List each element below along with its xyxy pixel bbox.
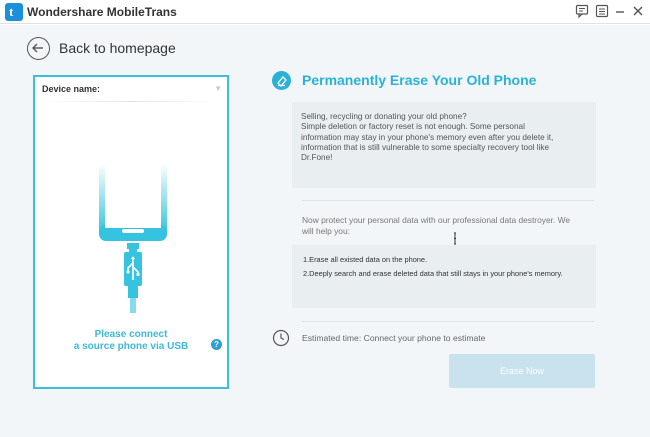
app-title: Wondershare MobileTrans bbox=[27, 5, 177, 19]
connect-message bbox=[35, 329, 227, 353]
info-text bbox=[301, 112, 589, 163]
feature-list bbox=[292, 245, 596, 308]
help-icon[interactable]: ? bbox=[211, 339, 222, 350]
list-item: 2.Deeply search and erase deleted data that still stays in your phone's memory. bbox=[303, 269, 563, 278]
mouse-cursor-icon bbox=[453, 232, 463, 246]
estimated-time: Estimated time: Connect your phone to estimate bbox=[302, 333, 486, 343]
app-logo-icon bbox=[5, 3, 23, 21]
app-logo-letter: t bbox=[9, 4, 14, 19]
device-name-divider bbox=[42, 101, 220, 102]
device-name-label: Device name: bbox=[42, 84, 101, 94]
connect-line-1: Please connect bbox=[94, 329, 168, 340]
divider bbox=[302, 321, 594, 322]
list-item: 1.Erase all existed data on the phone. bbox=[303, 255, 428, 264]
info-box bbox=[292, 102, 596, 188]
phone-usb-icon bbox=[99, 163, 167, 313]
title-bar bbox=[0, 0, 650, 24]
protect-line-2: will help you: bbox=[302, 226, 350, 236]
device-panel bbox=[33, 75, 229, 389]
protect-line-1: Now protect your personal data with our professional data destroyer. We bbox=[302, 215, 570, 225]
info-line: Selling, recycling or donating your old phone? bbox=[301, 112, 467, 121]
divider bbox=[302, 200, 594, 201]
erase-now-button[interactable]: Erase Now bbox=[449, 354, 595, 388]
clock-icon bbox=[272, 329, 290, 347]
info-line: Dr.Fone! bbox=[301, 153, 333, 163]
info-line: information that is still vulnerable to some specialty recovery tool like bbox=[301, 142, 550, 152]
close-icon[interactable] bbox=[631, 4, 645, 18]
minimize-icon[interactable] bbox=[613, 4, 627, 18]
erase-title: Permanently Erase Your Old Phone bbox=[302, 72, 537, 88]
info-line: Simple deletion or factory reset is not enough. Some personal bbox=[301, 122, 525, 132]
info-line: information may stay in your phone's memory even after you delete it, bbox=[301, 132, 554, 142]
menu-icon[interactable] bbox=[595, 4, 609, 18]
device-dropdown-arrow-icon[interactable]: ▼ bbox=[214, 84, 222, 93]
feedback-icon[interactable] bbox=[575, 4, 589, 18]
back-label: Back to homepage bbox=[59, 40, 176, 56]
back-arrow-icon bbox=[27, 37, 50, 60]
back-to-homepage-button[interactable] bbox=[27, 36, 176, 60]
protect-text bbox=[302, 215, 594, 237]
connect-line-2: a source phone via USB bbox=[73, 341, 189, 352]
main-area bbox=[0, 25, 650, 437]
eraser-icon bbox=[272, 71, 291, 90]
